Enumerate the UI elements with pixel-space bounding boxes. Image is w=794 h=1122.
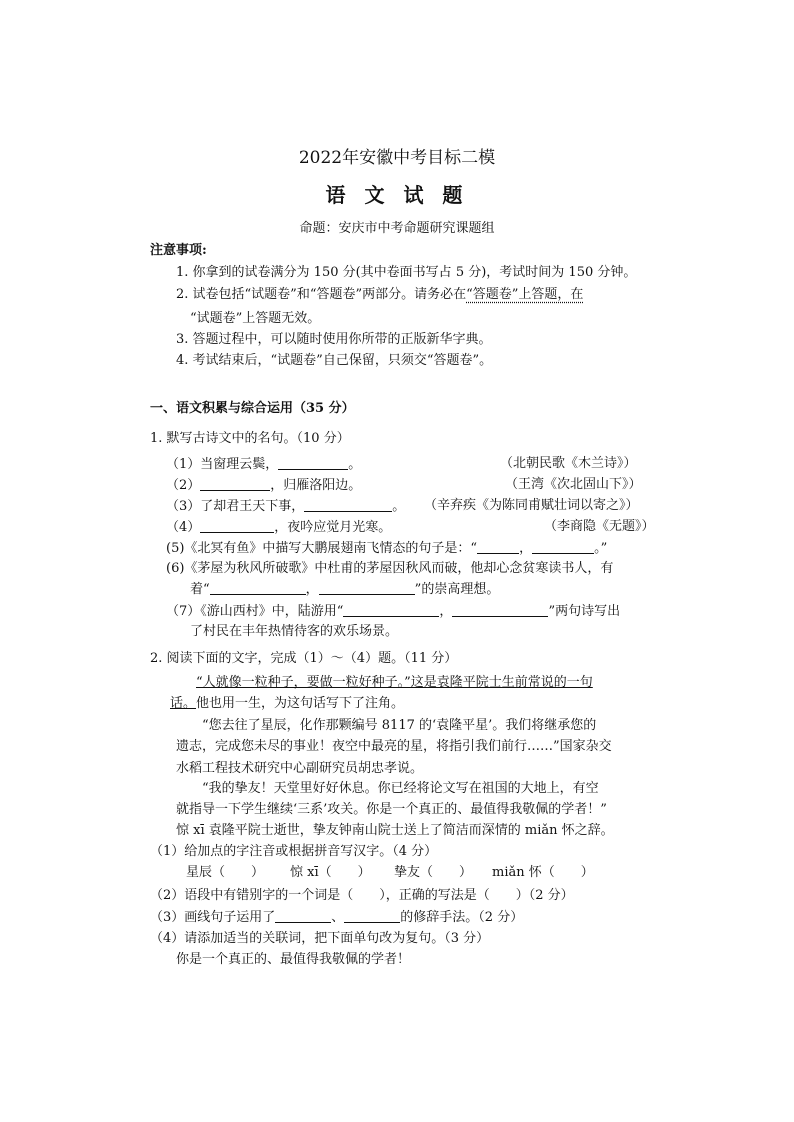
- q1-item-6: (6)《茅屋为秋风所破歌》中杜甫的茅屋因秋风而破，他却心念贫寒读书人，有: [166, 561, 614, 576]
- q2-sub-1-word: 挚友（ ）: [394, 865, 473, 880]
- exam-author: 命题：安庆市中考命题研究课题组: [299, 221, 495, 236]
- notice-item-4: 4. 考试结束后，“试题卷”自己保留，只须交“答题卷”。: [176, 353, 493, 368]
- q2-sub-1-word: miǎn 怀（ ）: [492, 865, 594, 880]
- notice-item-1: 1. 你拿到的试卷满分为 150 分(其中卷面书写占 5 分)，考试时间为 150 分钟。: [176, 265, 637, 280]
- answer-blank[interactable]: [452, 602, 548, 617]
- answer-blank[interactable]: [200, 476, 270, 491]
- q1-source-2: （王湾《次北固山下》）: [505, 477, 642, 492]
- answer-blank[interactable]: [210, 580, 306, 595]
- q1-item-3: （3）了却君王天下事， 。: [166, 499, 406, 514]
- q2-passage-line: “我的挚友！天堂里好好休息。你已经将论文写在祖国的大地上，有空: [202, 781, 599, 796]
- answer-blank[interactable]: [343, 602, 439, 617]
- q2-passage-line: “人就像一粒种子，要做一粒好种子。”这是袁隆平院士生前常说的一句: [196, 675, 593, 690]
- q1-source-4: （李商隐《无题》）: [544, 519, 655, 534]
- notice-item-2-cont: “试题卷”上答题无效。: [190, 311, 321, 326]
- q1-item-1: （1）当窗理云鬓， 。: [166, 457, 362, 472]
- exam-subtitle: 语 文 试 题: [325, 183, 469, 207]
- q1-item-2: （2） ，归雁洛阳边。: [166, 478, 362, 493]
- answer-blank[interactable]: [477, 539, 519, 554]
- q1-item-7-cont: 了村民在丰年热情待客的欢乐场景。: [190, 624, 399, 639]
- q2-sub-4: （4）请添加适当的关联词，把下面单句改为复句。（3 分）: [150, 931, 490, 946]
- q1-item-4: （4） ，夜吟应觉月光寒。: [166, 520, 392, 535]
- q2-passage-line: 水稻工程技术研究中心副研究员胡忠孝说。: [176, 761, 424, 776]
- exam-title: 2022年安徽中考目标二模: [298, 148, 496, 168]
- q1-stem: 1. 默写古诗文中的名句。（10 分）: [150, 431, 350, 446]
- answer-blank[interactable]: [200, 518, 274, 533]
- section-heading: 一、语文积累与综合运用（35 分）: [150, 401, 355, 416]
- q2-passage-line: “您去往了星辰，化作那颗编号 8117 的‘袁隆平星’。我们将继承您的: [202, 718, 597, 733]
- q2-sub-1-word: 惊 xī（ ）: [290, 865, 371, 880]
- q1-item-7: （7）《游山西村》中，陆游用“ ， ”两句诗写出: [166, 604, 621, 619]
- q2-sub-1-word: 星辰（ ）: [186, 865, 265, 880]
- q2-sub-1: （1）给加点的字注音或根据拼音写汉字。（4 分）: [150, 844, 438, 859]
- q1-item-5: (5)《北冥有鱼》中描写大鹏展翅南飞情态的句子是：“ ， 。”: [166, 541, 608, 556]
- q1-source-3: （辛弃疾《为陈同甫赋壮词以寄之》）: [424, 498, 639, 513]
- q2-passage-line: 就指导一下学生继续‘三系’攻关。你是一个真正的、最值得我敬佩的学者！”: [176, 802, 607, 817]
- q1-item-6-cont: 着“ ， ”的崇高理想。: [190, 582, 500, 597]
- q1-source-1: （北朝民歌《木兰诗》）: [500, 456, 637, 471]
- notice-item-2: 2. 试卷包括“试题卷”和“答题卷”两部分。请务必在“答题卷”上答题，在: [176, 287, 584, 302]
- answer-blank[interactable]: [532, 539, 594, 554]
- answer-blank[interactable]: [278, 455, 348, 470]
- answer-blank[interactable]: [344, 908, 400, 923]
- q2-stem: 2. 阅读下面的文字，完成（1）～（4）题。（11 分）: [150, 651, 458, 666]
- q2-passage-line: 话。他也用一生，为这句话写下了注角。: [170, 696, 405, 711]
- q2-passage-line: 遗志，完成您未尽的事业！夜空中最亮的星，将指引我们前行……”国家杂交: [176, 739, 612, 754]
- answer-blank[interactable]: [319, 580, 415, 595]
- answer-blank[interactable]: [304, 497, 392, 512]
- q2-sub-4-target: 你是一个真正的、最值得我敬佩的学者！: [176, 952, 411, 967]
- answer-blank[interactable]: [275, 908, 331, 923]
- q2-sub-3: （3）画线句子运用了 、 的修辞手法。（2 分）: [150, 910, 524, 925]
- notice-heading: 注意事项:: [150, 243, 207, 258]
- notice-item-3: 3. 答题过程中，可以随时使用你所带的正版新华字典。: [176, 332, 492, 347]
- q2-sub-2: （2）语段中有错别字的一个词是（ ），正确的写法是（ ）（2 分）: [150, 888, 574, 903]
- q2-passage-line: 惊 xī 袁隆平院士逝世，挚友钟南山院士送上了简洁而深情的 miǎn 怀之辞。: [176, 823, 614, 838]
